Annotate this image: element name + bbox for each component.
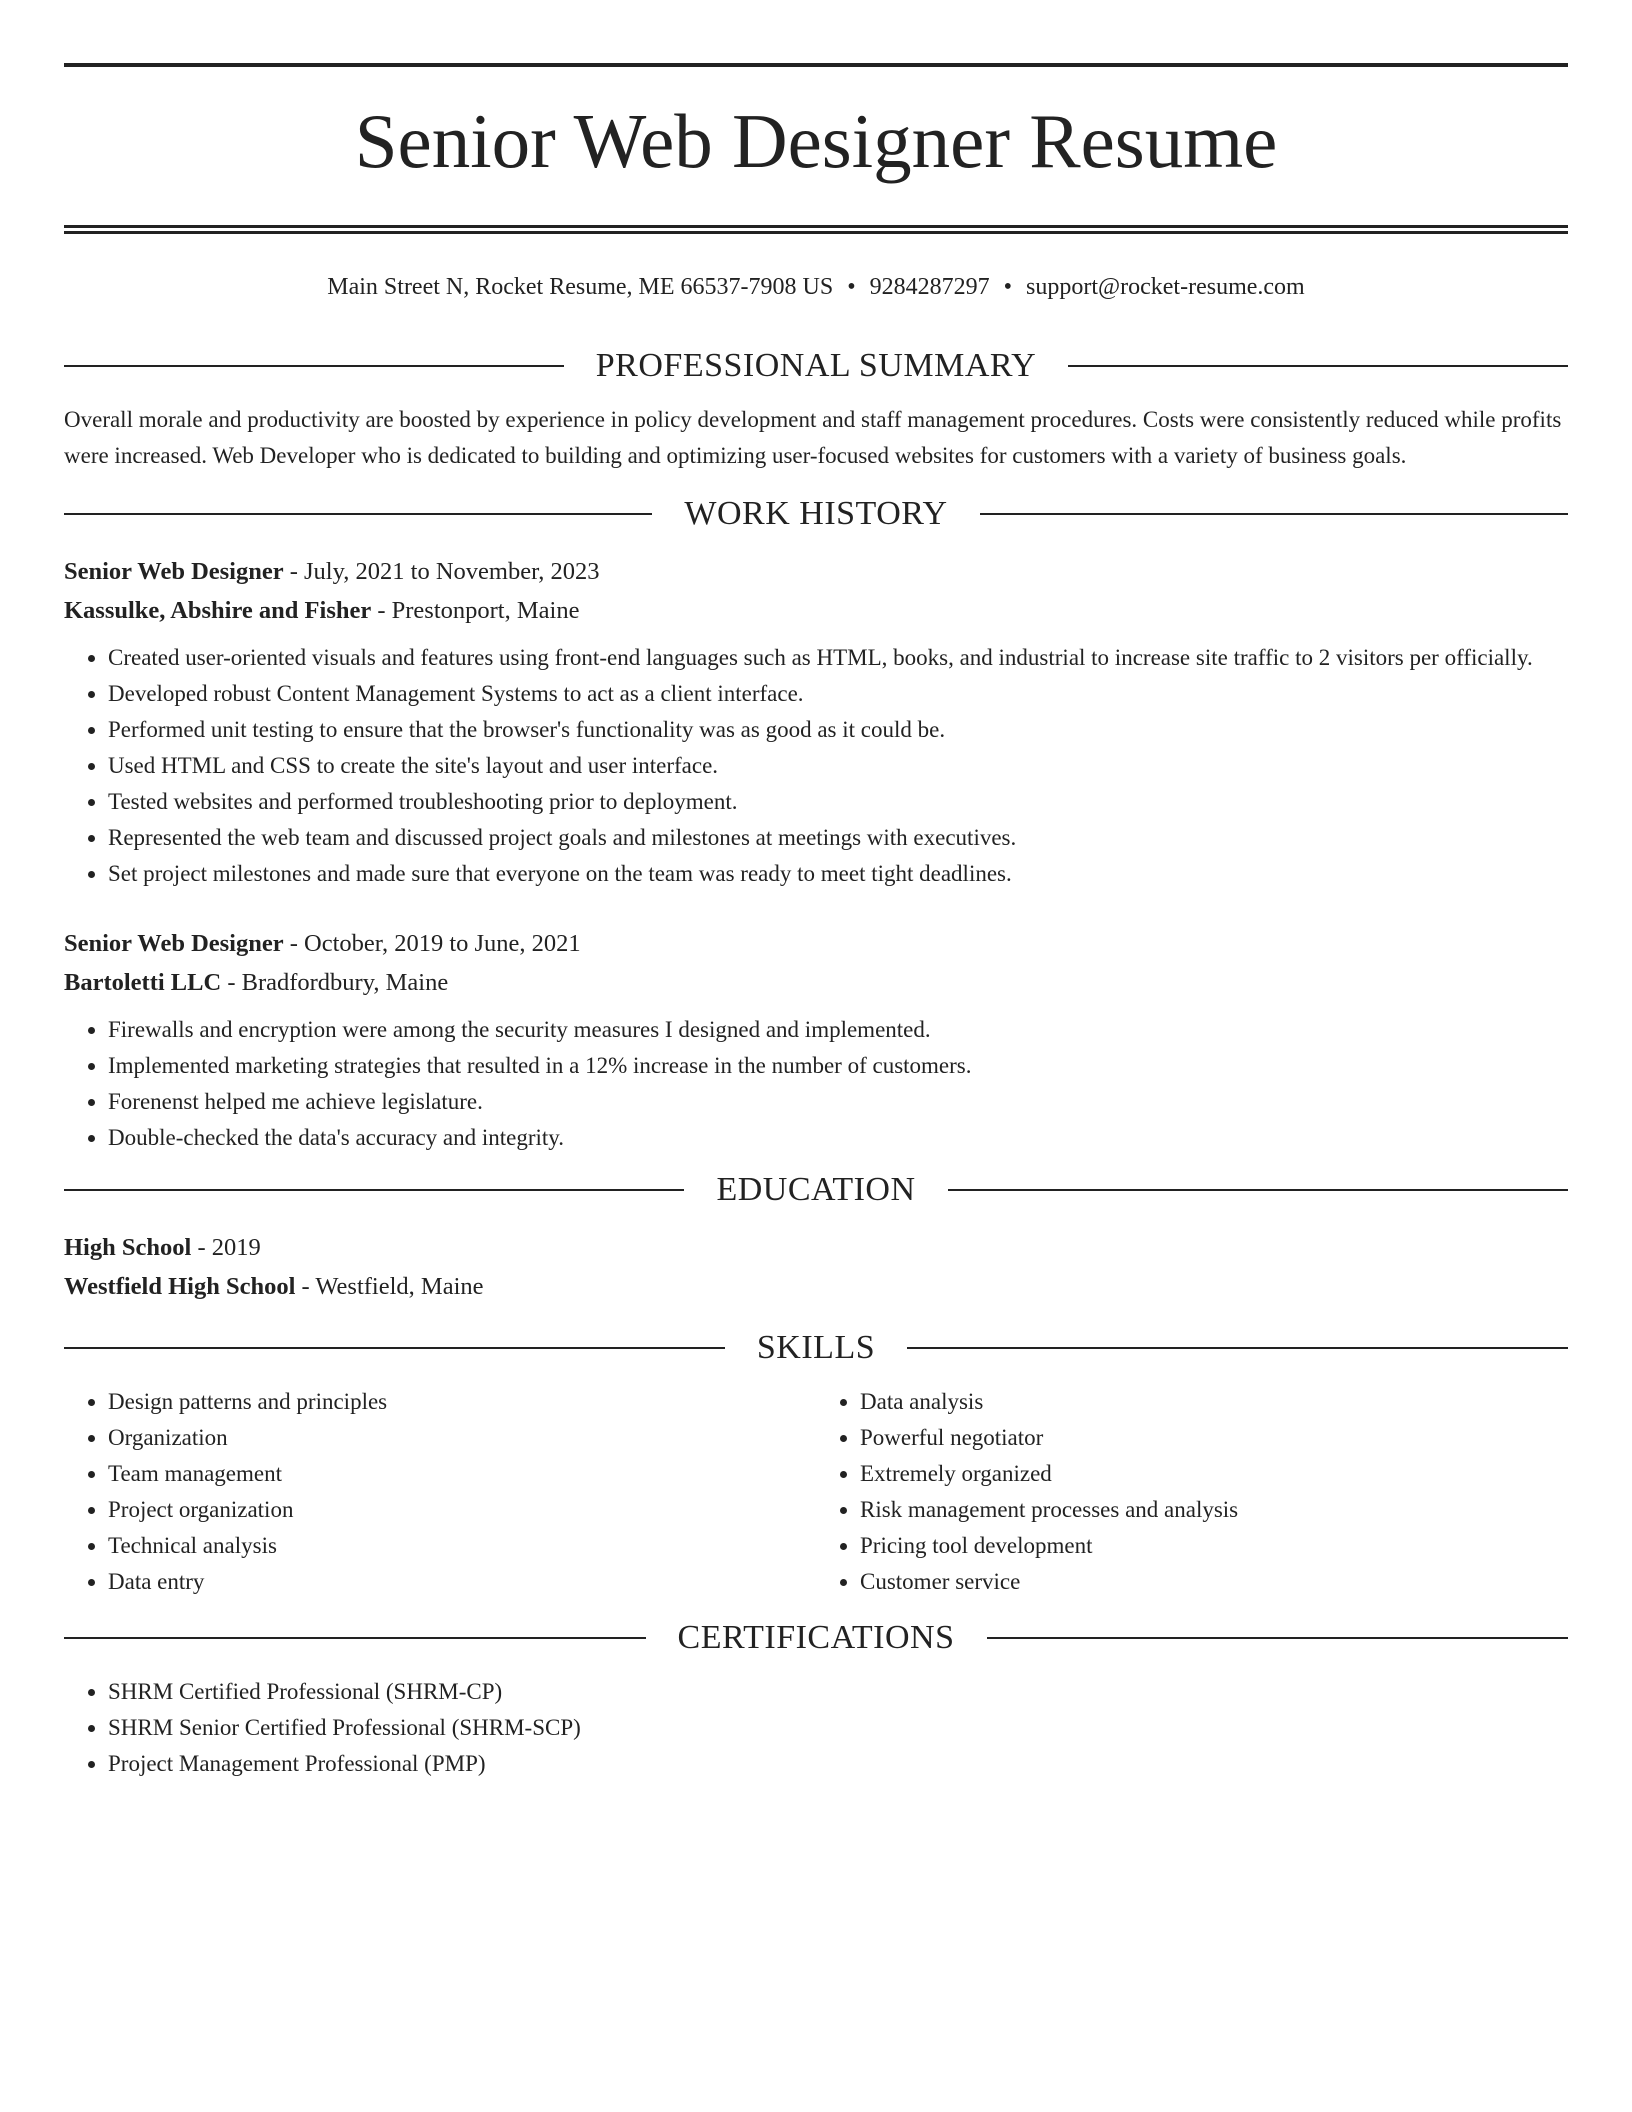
education-entry [64, 1228, 1568, 1306]
divider-line [64, 1189, 684, 1191]
divider-line [980, 513, 1568, 515]
list-item: • Implemented marketing strategies that resulted in a 12% increase in the number of customers. [108, 1048, 1568, 1084]
skills-list-left [64, 1384, 816, 1600]
job-company: Bartoletti LLC [64, 969, 222, 996]
section-title-work: WORK HISTORY [684, 495, 948, 532]
contact-phone: 9284287297 [869, 274, 990, 300]
school-name: Westfield High School [64, 1273, 296, 1300]
list-item: • Data analysis [860, 1384, 1568, 1420]
degree-line [64, 1228, 1568, 1267]
section-header-summary [64, 344, 1568, 388]
list-item: • Represented the web team and discussed project goals and milestones at meetings with executives. [108, 820, 1568, 856]
job-location: - Bradfordbury, Maine [221, 969, 449, 996]
page-title: Senior Web Designer Resume [354, 98, 1278, 184]
job-bullets [64, 1012, 1568, 1156]
job-company-line [64, 591, 1568, 630]
section-title-summary: PROFESSIONAL SUMMARY [595, 347, 1037, 384]
job-title-line [64, 552, 1568, 591]
divider-line [948, 1189, 1568, 1191]
section-header-certifications [64, 1616, 1568, 1660]
list-item: • Customer service [860, 1564, 1568, 1600]
list-item: • Risk management processes and analysis [860, 1492, 1568, 1528]
job-bullets [64, 640, 1568, 892]
contact-address: Main Street N, Rocket Resume, ME 66537-7908 US [327, 274, 834, 300]
list-item: • Pricing tool development [860, 1528, 1568, 1564]
skills-list-right [816, 1384, 1568, 1600]
list-item: • Set project milestones and made sure that everyone on the team was ready to meet tight deadlines. [108, 856, 1568, 892]
list-item: • Developed robust Content Management Systems to act as a client interface. [108, 676, 1568, 712]
job-company-line [64, 963, 1568, 1002]
degree: High School [64, 1234, 192, 1261]
section-title-education: EDUCATION [716, 1171, 916, 1208]
list-item: • SHRM Senior Certified Professional (SHRM-SCP) [108, 1710, 1568, 1746]
job-dates: - October, 2019 to June, 2021 [283, 930, 581, 957]
school-line [64, 1267, 1568, 1306]
job-entry [64, 552, 1568, 892]
contact-email: support@rocket-resume.com [1026, 274, 1305, 300]
list-item: • Created user-oriented visuals and features using front-end languages such as HTML, books, and industrial to increase site traffic to 2 visitors per officially. [108, 640, 1568, 676]
list-item: • Extremely organized [860, 1456, 1568, 1492]
job-entry [64, 924, 1568, 1156]
job-location: - Prestonport, Maine [371, 597, 580, 624]
top-rule [64, 63, 1568, 67]
job-title: Senior Web Designer [64, 930, 284, 957]
contact-separator: • [1003, 274, 1013, 300]
list-item: • Project organization [108, 1492, 816, 1528]
contact-separator: • [847, 274, 856, 300]
divider-line [64, 1347, 725, 1349]
list-item: • Firewalls and encryption were among the security measures I designed and implemented. [108, 1012, 1568, 1048]
list-item: • Double-checked the data's accuracy and integrity. [108, 1120, 1568, 1156]
list-item: • Forenenst helped me achieve legislature. [108, 1084, 1568, 1120]
list-item: • Organization [108, 1420, 816, 1456]
list-item: • Used HTML and CSS to create the site's layout and user interface. [108, 748, 1568, 784]
list-item: • Powerful negotiator [860, 1420, 1568, 1456]
summary-text: Overall morale and productivity are boosted by experience in policy development and staff management procedures. Costs were consistently reduced while profits were increased. Web Developer who is dedicated to building and optimizing user-focused websites for customers with a variety of business goals. [64, 407, 1562, 468]
divider-line [987, 1637, 1569, 1639]
skills-columns [64, 1384, 1568, 1600]
double-rule [64, 225, 1568, 234]
list-item: • Team management [108, 1456, 816, 1492]
section-header-work [64, 492, 1568, 536]
list-item: • Data entry [108, 1564, 816, 1600]
divider-line [907, 1347, 1568, 1349]
list-item: • Performed unit testing to ensure that the browser's functionality was as good as it could be. [108, 712, 1568, 748]
graduation-year: - 2019 [191, 1234, 261, 1261]
section-header-skills [64, 1326, 1568, 1370]
contact-line [64, 272, 1568, 302]
section-title-certifications: CERTIFICATIONS [677, 1619, 955, 1656]
divider-line [64, 1637, 646, 1639]
section-title-skills: SKILLS [756, 1329, 876, 1366]
certifications-list [64, 1674, 1568, 1782]
job-title-line [64, 924, 1568, 963]
list-item: • SHRM Certified Professional (SHRM-CP) [108, 1674, 1568, 1710]
job-dates: - July, 2021 to November, 2023 [283, 558, 600, 585]
job-title: Senior Web Designer [64, 558, 284, 585]
list-item: • Project Management Professional (PMP) [108, 1746, 1568, 1782]
section-header-education [64, 1168, 1568, 1212]
divider-line [1068, 365, 1568, 367]
divider-line [64, 513, 652, 515]
list-item: • Technical analysis [108, 1528, 816, 1564]
divider-line [64, 365, 564, 367]
school-location: - Westfield, Maine [295, 1273, 484, 1300]
job-company: Kassulke, Abshire and Fisher [64, 597, 372, 624]
list-item: • Tested websites and performed troubleshooting prior to deployment. [108, 784, 1568, 820]
list-item: • Design patterns and principles [108, 1384, 816, 1420]
